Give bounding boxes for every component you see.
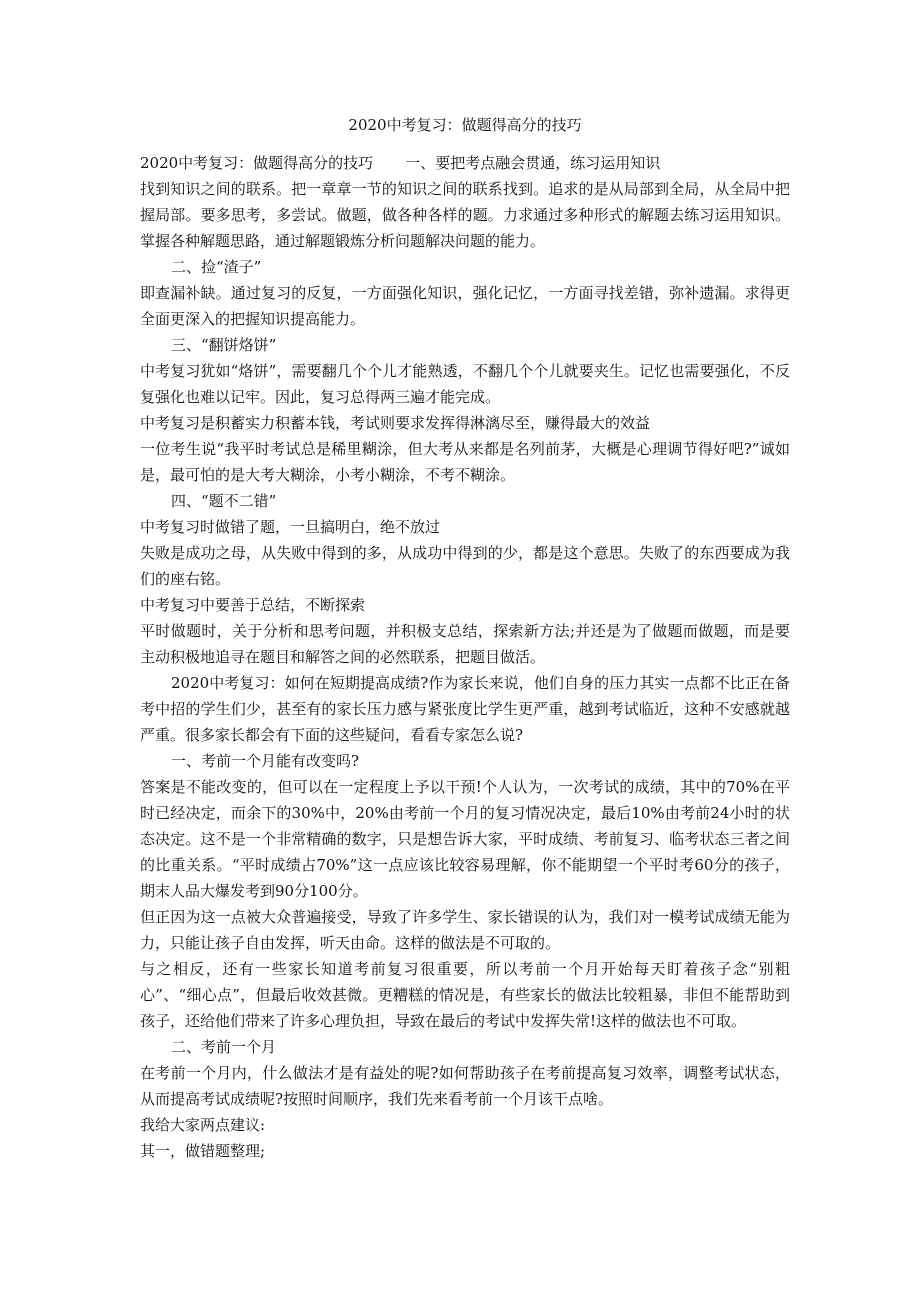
paragraph	[140, 540, 790, 592]
paragraph-text: 但正因为这一点被大众普遍接受，导致了许多学生、家长错误的认为，我们对一模考试成绩无能为力，只能让孩子自由发挥，听天由命。这样的做法是不可取的。	[140, 908, 790, 952]
paragraph	[140, 176, 790, 254]
paragraph	[140, 670, 790, 748]
paragraph-text: 答案是不能改变的，但可以在一定程度上予以干预!个人认为，一次考试的成绩，其中的70%在平时已经决定，而余下的30%中，20%由考前一个月的复习情况决定，最后10%由考前24小时的状态决定。这不是一个非常精确的数字，只是想告诉大家，平时成绩、考前复习、临考状态三者之间的比重关系。“平时成绩占70%”这一点应该比较容易理解，你不能期望一个平时考60分的孩子，期末人品大爆发考到90分100分。	[140, 778, 790, 900]
paragraph-text: 2020中考复习：如何在短期提高成绩?作为家长来说，他们自身的压力其实一点都不比正在备考中招的学生们少，甚至有的家长压力感与紧张度比学生更严重，越到考试临近，这种不安感就越严重。很多家长都会有下面的这些疑问，看看专家怎么说?	[140, 674, 790, 744]
paragraph-text: 我给大家两点建议:	[140, 1116, 266, 1134]
paragraph	[140, 956, 790, 1034]
paragraph	[140, 904, 790, 956]
paragraph	[140, 150, 790, 176]
paragraph-text: 二、考前一个月	[171, 1038, 277, 1056]
paragraph-text: 失败是成功之母，从失败中得到的多，从成功中得到的少，都是这个意思。失败了的东西要成为我们的座右铭。	[140, 544, 790, 588]
paragraph	[140, 488, 790, 514]
paragraph	[140, 332, 790, 358]
paragraph	[140, 410, 790, 436]
paragraph	[140, 254, 790, 280]
paragraph	[140, 358, 790, 410]
paragraph	[140, 280, 790, 332]
paragraph-text: 中考复习中要善于总结，不断探索	[140, 596, 366, 614]
paragraph	[140, 1034, 790, 1060]
paragraph-text: 其一，做错题整理;	[140, 1142, 266, 1160]
paragraph-heading: 一、要把考点融会贯通，练习运用知识	[405, 154, 661, 172]
paragraph-text: 中考复习时做错了题，一旦搞明白，绝不放过	[140, 518, 441, 536]
paragraph	[140, 618, 790, 670]
paragraph	[140, 592, 790, 618]
paragraph-text: 四、“题不二错”	[171, 492, 277, 510]
paragraph	[140, 1060, 790, 1112]
document-body	[140, 150, 790, 1164]
document-page	[140, 112, 790, 1164]
paragraph-text: 一位考生说“我平时考试总是稀里糊涂，但大考从来都是名列前茅，大概是心理调节得好吧?”诚如是，最可怕的是大考大糊涂，小考小糊涂，不考不糊涂。	[140, 440, 790, 484]
paragraph	[140, 436, 790, 488]
paragraph-text: 二、捡“渣子”	[171, 258, 262, 276]
document-title: 2020中考复习：做题得高分的技巧	[348, 116, 582, 134]
paragraph-text: 2020中考复习：做题得高分的技巧	[140, 154, 374, 172]
paragraph-text: 找到知识之间的联系。把一章章一节的知识之间的联系找到。追求的是从局部到全局，从全局中把握局部。要多思考，多尝试。做题，做各种各样的题。力求通过多种形式的解题去练习运用知识。掌握各种解题思路，通过解题锻炼分析问题解决问题的能力。	[140, 180, 790, 250]
paragraph	[140, 1112, 790, 1138]
paragraph-text: 中考复习犹如“烙饼”，需要翻几个个儿才能熟透，不翻几个个儿就要夹生。记忆也需要强化，不反复强化也难以记牢。因此，复习总得两三遍才能完成。	[140, 362, 790, 406]
paragraph	[140, 1138, 790, 1164]
paragraph-text: 与之相反，还有一些家长知道考前复习很重要，所以考前一个月开始每天盯着孩子念“别粗心”、“细心点”，但最后收效甚微。更糟糕的情况是，有些家长的做法比较粗暴，非但不能帮助到孩子，还给他们带来了许多心理负担，导致在最后的考试中发挥失常!这样的做法也不可取。	[140, 960, 790, 1030]
paragraph-text: 中考复习是积蓄实力积蓄本钱，考试则要求发挥得淋漓尽至，赚得最大的效益	[140, 414, 651, 432]
paragraph	[140, 774, 790, 904]
paragraph-text: 即查漏补缺。通过复习的反复，一方面强化知识，强化记忆，一方面寻找差错，弥补遗漏。求得更全面更深入的把握知识提高能力。	[140, 284, 790, 328]
paragraph-text: 一、考前一个月能有改变吗?	[171, 752, 360, 770]
paragraph-text: 在考前一个月内，什么做法才是有益处的呢?如何帮助孩子在考前提高复习效率，调整考试状态，从而提高考试成绩呢?按照时间顺序，我们先来看考前一个月该干点啥。	[140, 1064, 790, 1108]
paragraph-text: 平时做题时，关于分析和思考问题，并积极支总结，探索新方法;并还是为了做题而做题，而是要主动积极地追寻在题目和解答之间的必然联系，把题目做活。	[140, 622, 790, 666]
paragraph	[140, 514, 790, 540]
paragraph-text: 三、“翻饼烙饼”	[171, 336, 277, 354]
paragraph	[140, 748, 790, 774]
